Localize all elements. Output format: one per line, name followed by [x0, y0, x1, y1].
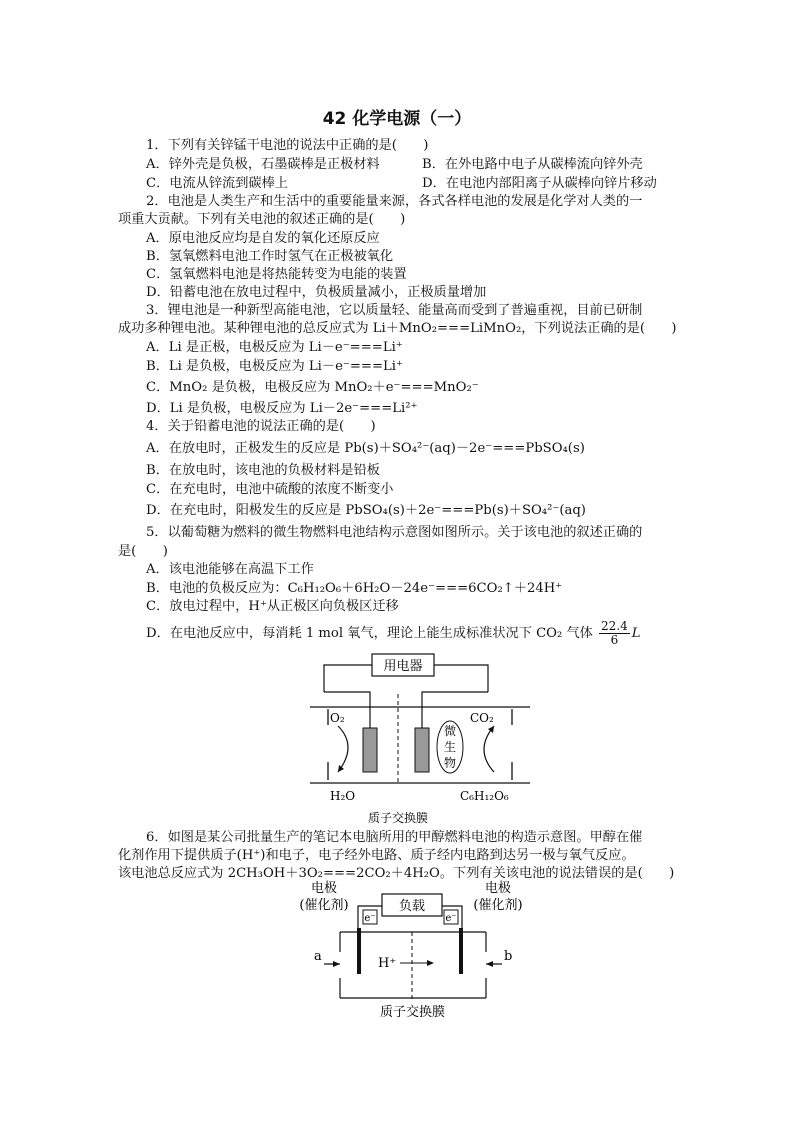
- left-electrode-label: 电极: [310, 881, 338, 896]
- membrane-label: 质子交换膜: [368, 811, 429, 825]
- q2-option-d: D．铅蓄电池在放电过程中，负极质量减小，正极质量增加: [146, 285, 487, 300]
- q6-stem-line1: 6．如图是某公司批量生产的笔记本电脑所用的甲醇燃料电池的构造示意图。甲醇在催: [146, 830, 643, 845]
- q5-battery-diagram: [310, 652, 530, 832]
- right-catalyst-label: (催化剂): [473, 898, 523, 913]
- microbe-label-2: 生: [443, 740, 457, 754]
- proton-label: H⁺: [378, 956, 397, 971]
- microbe-label-3: 物: [443, 756, 457, 770]
- q5-option-d-text: D．在电池反应中，每消耗 1 mol 氧气，理论上能生成标准状况下 CO₂ 气体: [146, 626, 593, 641]
- q5-option-a: A．该电池能够在高温下工作: [146, 562, 314, 577]
- microbe-label-1: 微: [443, 724, 457, 738]
- glucose-label: C₆H₁₂O₆: [460, 789, 509, 803]
- q1-stem: 1．下列有关锌锰干电池的说法中正确的是( ): [146, 138, 429, 153]
- page-title: 42 化学电源（一）: [322, 109, 472, 129]
- right-electrode-label: 电极: [484, 881, 512, 896]
- co2-label: CO₂: [470, 711, 494, 725]
- q5-option-d: [146, 620, 641, 647]
- q3-stem-line2: 成功多种锂电池。某种锂电池的总反应式为 Li＋MnO₂===LiMnO₂，下列说法正确的是( ): [118, 321, 677, 336]
- q5-unit: L: [631, 626, 641, 641]
- electron-label-left: e⁻: [364, 913, 376, 924]
- q1-option-b: B．在外电路中电子从碳棒流向锌外壳: [422, 157, 643, 172]
- q6-stem-line3: 该电池总反应式为 2CH₃OH＋3O₂===2CO₂＋4H₂O。下列有关该电池的说法错误的是( ): [118, 866, 675, 881]
- q2-option-a: A．原电池反应均是自发的氧化还原反应: [146, 231, 380, 246]
- membrane-label-2: 质子交换膜: [380, 1005, 446, 1020]
- q3-stem-line1: 3．锂电池是一种新型高能电池，它以质量轻、能量高而受到了普遍重视，目前已研制: [146, 303, 643, 318]
- q5-fraction-denominator: 6: [610, 633, 619, 647]
- inlet-a-label: a: [314, 949, 322, 964]
- o2-label: O₂: [330, 711, 345, 725]
- q6-fuel-cell-diagram: [296, 880, 536, 1020]
- q1-option-d: D．在电池内部阳离子从碳棒向锌片移动: [422, 176, 657, 191]
- q6-stem-line2: 化剂作用下提供质子(H⁺)和电子，电子经外电路、质子经内电路到达另一极与氧气反应。: [118, 848, 635, 863]
- device-label: 用电器: [383, 659, 423, 674]
- q5-option-b: B．电池的负极反应为：C₆H₁₂O₆＋6H₂O－24e⁻===6CO₂↑＋24H⁺: [146, 581, 563, 596]
- q4-stem: 4．关于铅蓄电池的说法正确的是( ): [146, 419, 376, 434]
- q2-option-b: B．氢氧燃料电池工作时氢气在正极被氧化: [146, 249, 394, 264]
- q2-option-c: C．氢氧燃料电池是将热能转变为电能的装置: [146, 267, 407, 282]
- q4-option-d: D．在充电时，阳极发生的反应是 PbSO₄(s)＋2e⁻===Pb(s)＋SO₄²⁻(aq): [146, 503, 586, 518]
- inlet-b-label: b: [504, 949, 513, 964]
- q5-stem-line2: 是( ): [118, 544, 168, 559]
- load-label: 负载: [398, 899, 426, 914]
- q5-stem-line1: 5．以葡萄糖为燃料的微生物燃料电池结构示意图如图所示。关于该电池的叙述正确的: [146, 525, 643, 540]
- q3-option-c: C．MnO₂ 是负极，电极反应为 MnO₂＋e⁻===MnO₂⁻: [146, 380, 479, 395]
- q5-fraction-numerator: 22.4: [601, 619, 628, 633]
- q4-option-c: C．在充电时，电池中硫酸的浓度不断变小: [146, 482, 394, 497]
- q5-fraction: [599, 620, 630, 647]
- q3-option-b: B．Li 是负极，电极反应为 Li－e⁻===Li⁺: [146, 359, 403, 374]
- q1-option-a: A．锌外壳是负极，石墨碳棒是正极材料: [146, 157, 380, 172]
- q1-option-c: C．电流从锌流到碳棒上: [146, 176, 288, 191]
- q2-stem-line1: 2．电池是人类生产和生活中的重要能量来源，各式各样电池的发展是化学对人类的一: [146, 194, 643, 209]
- q3-option-a: A．Li 是正极，电极反应为 Li－e⁻===Li⁺: [146, 340, 403, 355]
- q3-option-d: D．Li 是负极，电极反应为 Li－2e⁻===Li²⁺: [146, 401, 418, 416]
- q2-stem-line2: 项重大贡献。下列有关电池的叙述正确的是( ): [118, 212, 406, 227]
- h2o-label: H₂O: [330, 789, 356, 803]
- electron-label-right: e⁻: [445, 913, 457, 924]
- q5-option-c: C．放电过程中，H⁺从正极区向负极区迁移: [146, 599, 399, 614]
- q4-option-a: A．在放电时，正极发生的反应是 Pb(s)＋SO₄²⁻(aq)－2e⁻===PbSO₄(s): [146, 441, 585, 456]
- q4-option-b: B．在放电时，该电池的负极材料是铅板: [146, 463, 380, 478]
- left-catalyst-label: (催化剂): [299, 898, 349, 913]
